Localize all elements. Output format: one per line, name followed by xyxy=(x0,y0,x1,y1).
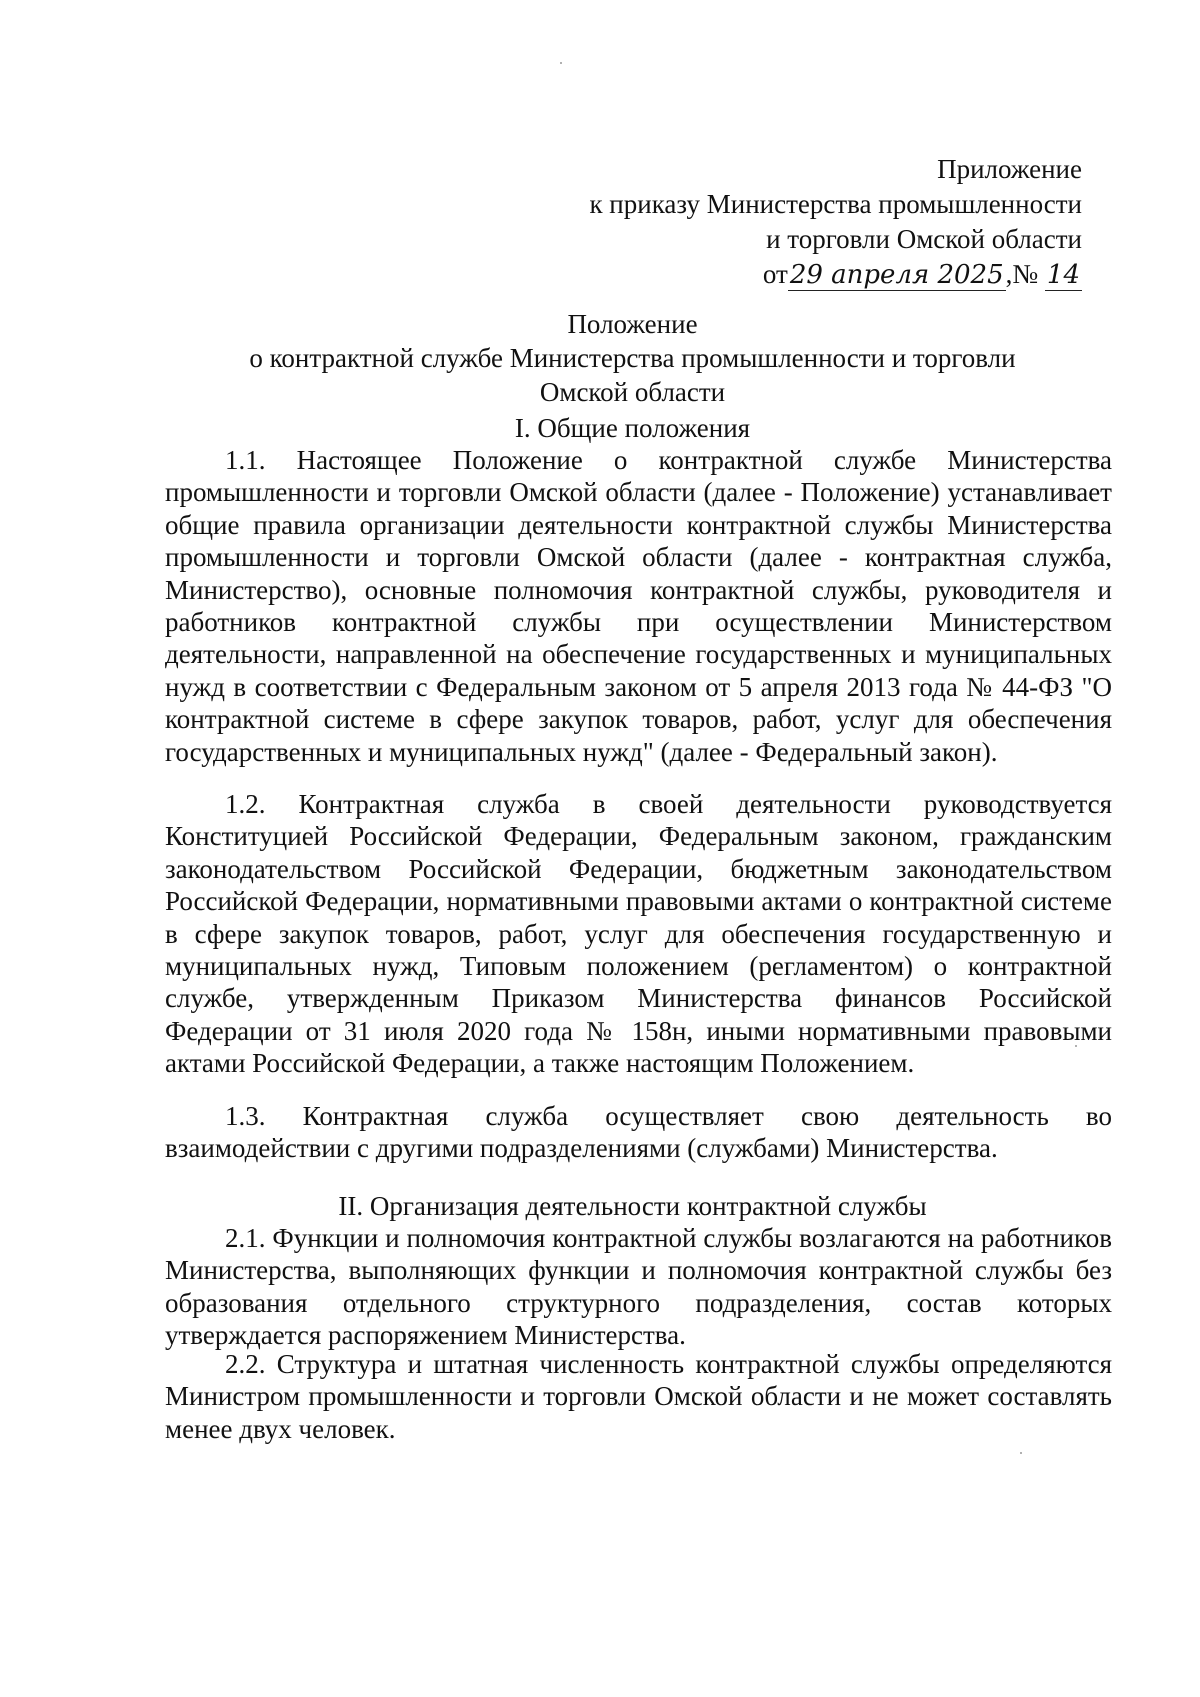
appendix-date-line: от29 апреля 2025,№ 14 xyxy=(762,259,1080,290)
title-line-2: о контрактной службе Министерства промышленности и торговли xyxy=(249,343,1016,373)
paragraph-1-2: 1.2. Контрактная служба в своей деятельности руководствуется Конституцией Российской Федерации, Федеральным законом, гражданским законодательством Российской Федерации, бюджетным законодательством Российской Федерации, нормативными правовыми актами о контрактной системе в сфере закупок товаров, работ, услуг для обеспечения государственную и муниципальных нужд, Типовым положением (регламентом) о контрактной службе, утвержденным Приказом Министерства финансов Российской Федерации от 31 июля 2020 года № 158н, иными нормативными правовыми актами Российской Федерации, а также настоящим Положением. xyxy=(165,789,1112,1079)
scan-speck xyxy=(1020,1452,1022,1454)
appendix-order-ref: к приказу Министерства промышленности xyxy=(589,189,1082,219)
section-2-heading: II. Организация деятельности контрактной службы xyxy=(338,1191,927,1221)
paragraph-2-2: 2.2. Структура и штатная численность контрактной службы определяются Министром промышленности и торговли Омской области и не может составлять менее двух человек. xyxy=(165,1349,1112,1444)
appendix-header xyxy=(589,152,1082,293)
number-prefix: № xyxy=(1012,259,1039,289)
paragraph-1-1: 1.1. Настоящее Положение о контрактной службе Министерства промышленности и торговли Омской области (далее - Положение) устанавливает общие правила организации деятельности контрактной службы Министерства промышленности и торговли Омской области (далее - контрактная служба, Министерство), основные полномочия контрактной службы, руководителя и работников контрактной службы при осуществлении Министерством деятельности, направленной на обеспечение государственных и муниципальных нужд в соответствии с Федеральным законом от 5 апреля 2013 года № 44-ФЗ "О контрактной системе в сфере закупок товаров, работ, услуг для обеспечения государственных и муниципальных нужд" (далее - Федеральный закон). xyxy=(165,445,1112,767)
paragraph-2-1: 2.1. Функции и полномочия контрактной службы возлагаются на работников Министерства, выполняющих функции и полномочия контрактной службы без образования отдельного структурного подразделения, состав которых утверждается распоряжением Министерства. xyxy=(165,1223,1112,1351)
paragraph-1-3: 1.3. Контрактная служба осуществляет свою деятельность во взаимодействии с другими подразделениями (службами) Министерства. xyxy=(165,1101,1112,1164)
title-line-1: Положение xyxy=(567,309,698,339)
date-prefix: от xyxy=(762,259,788,289)
handwritten-number: 14 xyxy=(1046,260,1080,290)
handwritten-date: 29 апреля 2025 xyxy=(789,260,1004,290)
title-line-3: Омской области xyxy=(539,377,726,407)
scan-speck xyxy=(560,62,562,64)
appendix-ministry-ref: и торговли Омской области xyxy=(766,224,1082,254)
section-1-heading: I. Общие положения xyxy=(514,413,751,443)
document-title xyxy=(165,307,1100,409)
appendix-label: Приложение xyxy=(937,154,1082,184)
